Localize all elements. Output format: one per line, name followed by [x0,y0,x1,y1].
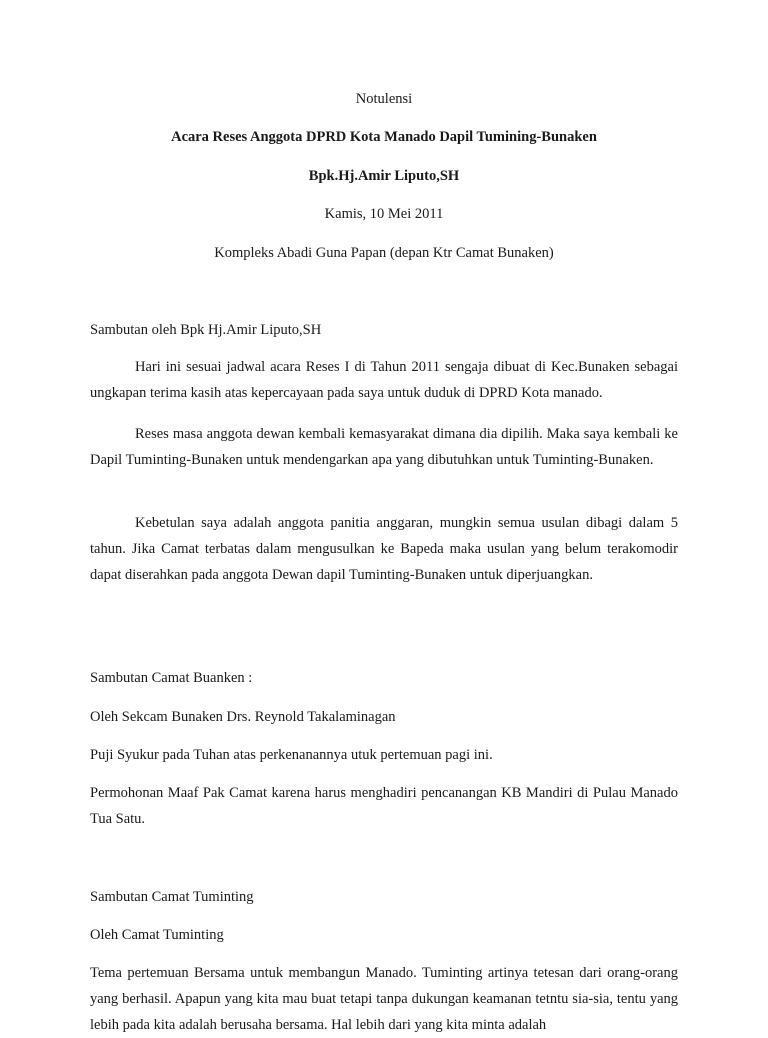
speaker-line: Oleh Sekcam Bunaken Drs. Reynold Takalaminagan [90,709,396,725]
paragraph: Reses masa anggota dewan kembali kemasyarakat dimana dia dipilih. Maka saya kembali ke Dapil Tuminting-Bunaken untuk mendengarkan apa yang dibutuhkan untuk Tuminting-Bunaken. [90,426,678,468]
paragraph: Tema pertemuan Bersama untuk membangun Manado. Tuminting artinya tetesan dari orang-orang yang berhasil. Apapun yang kita mau buat tetapi tanpa dukungan keamanan tetntu sia-sia, tentu yang lebih pada kita adalah berusaha bersama. Hal lebih dari yang kita minta adalah [90,965,678,1033]
document-title: Notulensi [355,91,413,107]
event-location: Kompleks Abadi Guna Papan (depan Ktr Camat Bunaken) [214,245,554,261]
person-name: Bpk.Hj.Amir Liputo,SH [308,168,460,184]
paragraph: Hari ini sesuai jadwal acara Reses I di Tahun 2011 sengaja dibuat di Kec.Bunaken sebagai ungkapan terima kasih atas kepercayaan pada saya untuk duduk di DPRD Kota manado. [90,359,678,401]
event-title: Acara Reses Anggota DPRD Kota Manado Dapil Tumining-Bunaken [171,129,597,145]
event-date: Kamis, 10 Mei 2011 [324,206,444,222]
section-heading-camat-tuminting: Sambutan Camat Tuminting [90,889,254,905]
speaker-line: Oleh Camat Tuminting [90,927,224,943]
paragraph: Permohonan Maaf Pak Camat karena harus menghadiri pencanangan KB Mandiri di Pulau Manado Tua Satu. [90,785,678,827]
paragraph: Puji Syukur pada Tuhan atas perkenanannya utuk pertemuan pagi ini. [90,747,493,763]
section-heading-camat-bunaken: Sambutan Camat Buanken : [90,670,253,686]
paragraph: Kebetulan saya adalah anggota panitia anggaran, mungkin semua usulan dibagi dalam 5 tahun. Jika Camat terbatas dalam mengusulkan ke Bapeda maka usulan yang belum terakomodir dapat diserahkan pada anggota Dewan dapil Tuminting-Bunaken untuk diperjuangkan. [90,515,678,583]
section-heading-amir: Sambutan oleh Bpk Hj.Amir Liputo,SH [90,322,322,338]
